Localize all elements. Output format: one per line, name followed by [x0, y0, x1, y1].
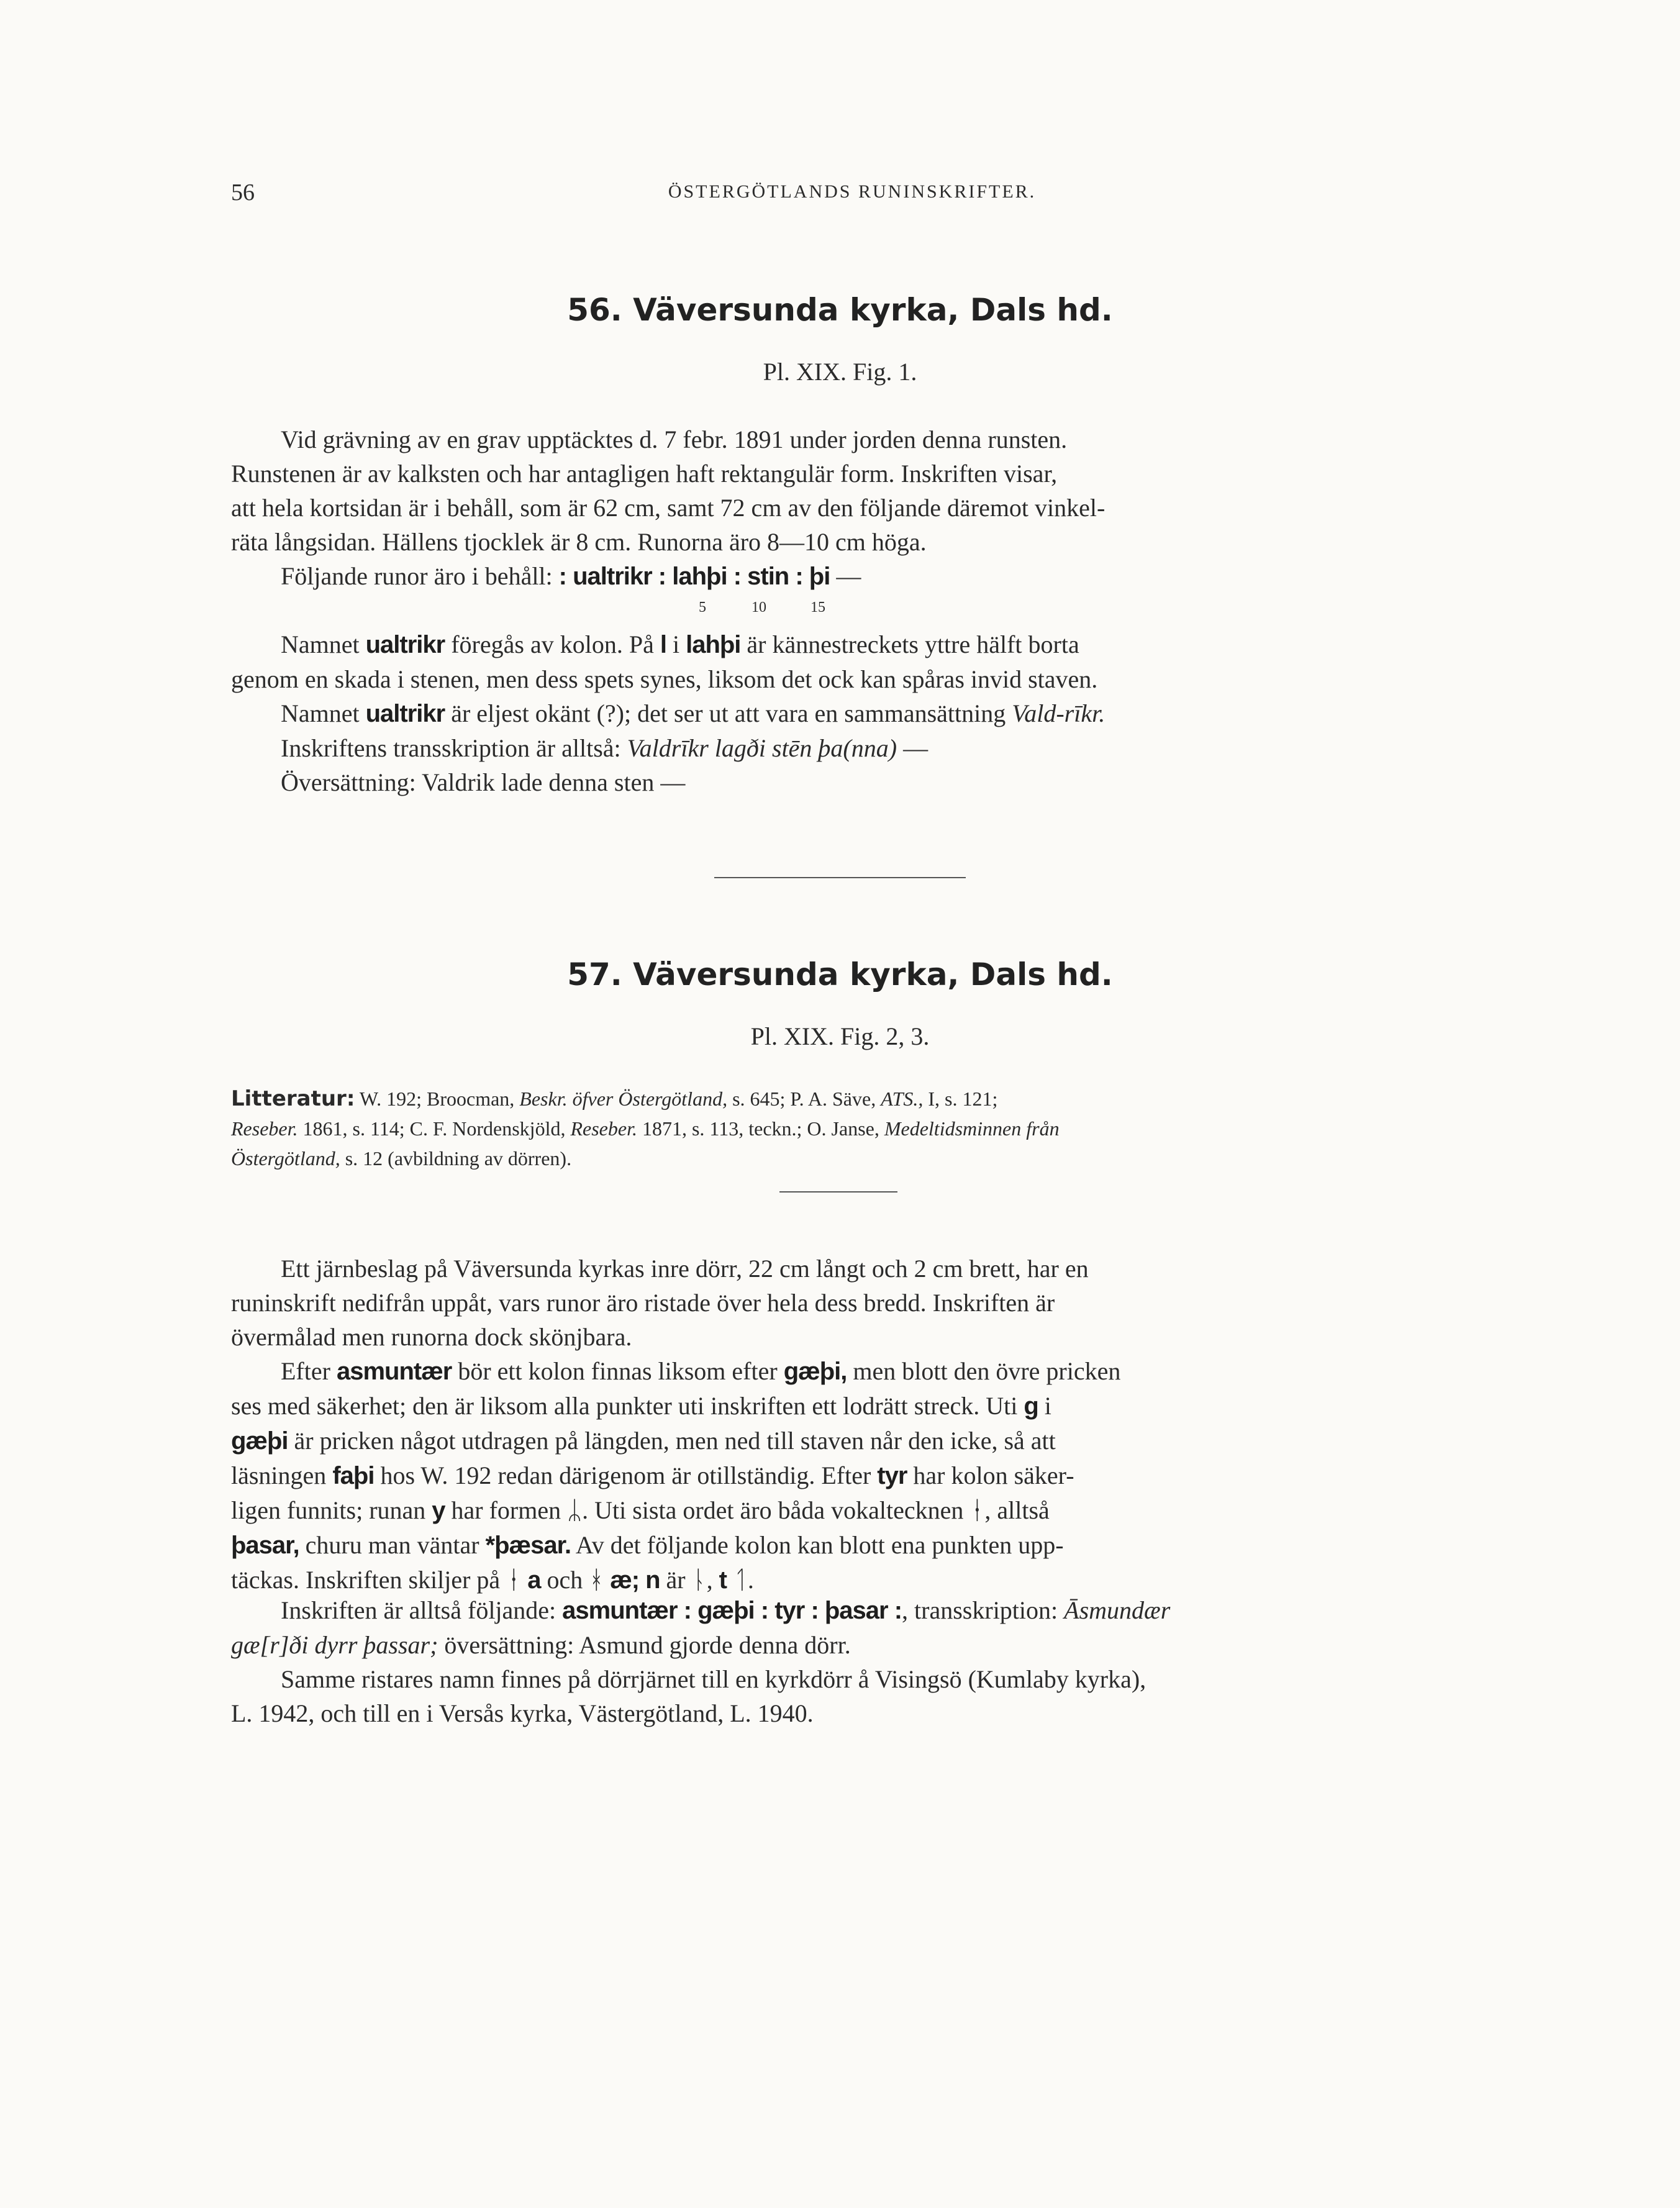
italic-run: Āsmundær	[1064, 1596, 1171, 1624]
text-run: Efter	[281, 1357, 337, 1385]
text-line	[231, 1354, 1452, 1389]
text-line	[231, 627, 1452, 662]
text-line	[231, 1084, 1452, 1114]
rune-glyph: ᚿ,	[691, 1566, 713, 1594]
italic-run: Östergötland,	[231, 1147, 340, 1170]
text-run: —	[897, 734, 929, 762]
literature-references	[231, 1084, 1452, 1173]
entry-57-title: 57. Väversunda kyrka, Dals hd.	[567, 956, 1113, 993]
rune-word: l	[660, 631, 666, 658]
italic-run: Beskr. öfver Östergötland,	[519, 1088, 728, 1110]
text-run: , transskription:	[902, 1596, 1065, 1624]
page-number: 56	[231, 179, 255, 206]
text-run: s. 12 (avbildning av dörren).	[340, 1147, 572, 1170]
text-run: täckas. Inskriften skiljer på	[231, 1566, 507, 1594]
text-run: churu man väntar	[299, 1531, 486, 1559]
section-divider	[714, 877, 966, 878]
rune-count-10: 10	[751, 599, 766, 616]
text-run: Uti sista ordet äro båda vokaltecknen	[588, 1496, 970, 1524]
rune-glyph: ᚼ	[589, 1566, 604, 1594]
rune-word: y	[432, 1497, 445, 1524]
entry-57-paragraph-3	[231, 1593, 1452, 1730]
text-line: L. 1942, och till en i Versås kyrka, Västergötland, L. 1940.	[231, 1699, 814, 1727]
text-run: föregås av kolon. På	[445, 630, 660, 658]
italic-run: gæ[r]ði dyrr þassar;	[231, 1631, 438, 1659]
italic-run: Vald-rīkr.	[1012, 699, 1106, 727]
text-run: Namnet	[281, 630, 366, 658]
text-line: Vid grävning av en grav upptäcktes d. 7 febr. 1891 under jorden denna runsten.	[281, 425, 1068, 453]
entry-57-paragraph-1	[231, 1252, 1452, 1354]
text-run: s. 645; P. A. Säve,	[727, 1088, 881, 1110]
rune-word: faþi	[332, 1462, 375, 1489]
text-line: räta långsidan. Hällens tjocklek är 8 cm. Runorna äro 8—10 cm höga.	[231, 528, 927, 556]
text-line	[231, 1493, 1452, 1528]
text-run: Inskriften är alltså följande:	[281, 1596, 563, 1624]
text-run: ses med säkerhet; den är liksom alla punkter uti inskriften ett lodrätt streck. Uti	[231, 1392, 1024, 1420]
text-run: har formen	[445, 1496, 568, 1524]
text-line: runinskrift nedifrån uppåt, vars runor äro ristade över hela dess bredd. Inskriften är	[231, 1289, 1055, 1317]
text-line	[231, 1528, 1452, 1563]
rune-glyph: ᚽ,	[969, 1496, 991, 1524]
rune-word: gæþi,	[783, 1358, 847, 1385]
rune-word: a	[527, 1566, 541, 1594]
text-run: Namnet	[281, 699, 366, 727]
text-line: Översättning: Valdrik lade denna sten —	[281, 768, 686, 796]
entry-56-paragraph-1	[231, 422, 1452, 559]
text-run: i	[666, 630, 686, 658]
rune-word: g	[1024, 1392, 1038, 1420]
entry-56-paragraph-3	[231, 627, 1452, 799]
text-line: genom en skada i stenen, men dess spets synes, liksom det ock kan spåras invid staven.	[231, 665, 1098, 693]
entry-57-plate: Pl. XIX. Fig. 2, 3.	[750, 1022, 930, 1050]
text-run: bör ett kolon finnas liksom efter	[452, 1357, 784, 1385]
rune-word: t	[719, 1566, 727, 1594]
rune-word: æ;	[610, 1566, 640, 1594]
text-run: är kännestreckets yttre hälft borta	[740, 630, 1079, 658]
entry-56-plate: Pl. XIX. Fig. 1.	[763, 358, 917, 386]
text-run: 1871, s. 113, teckn.; O. Janse,	[637, 1117, 884, 1140]
italic-run: Reseber.	[570, 1117, 637, 1140]
text-run: —	[830, 562, 861, 590]
text-run: hos W. 192 redan därigenom är otillständig. Efter	[374, 1461, 878, 1489]
rune-transliteration: asmuntær : gæþi : tyr : þasar :	[562, 1597, 902, 1624]
rune-word: n	[645, 1566, 660, 1594]
text-line	[231, 1389, 1452, 1424]
text-line	[231, 1143, 1452, 1173]
text-line	[231, 731, 1452, 765]
text-line	[231, 1458, 1452, 1493]
text-line	[231, 1424, 1452, 1458]
rune-word: ualtrikr	[365, 700, 445, 727]
text-line: att hela kortsidan är i behåll, som är 62 cm, samt 72 cm av den följande däremot vinkel-	[231, 494, 1106, 522]
rune-word: asmuntær	[336, 1358, 452, 1385]
literature-divider	[779, 1191, 897, 1193]
text-line	[231, 696, 1452, 731]
rune-transliteration: : ualtrikr : lahþi : stin : þi	[558, 563, 830, 590]
entry-56-title: 56. Väversunda kyrka, Dals hd.	[567, 292, 1113, 328]
rune-glyph: ᚽ	[506, 1566, 522, 1594]
text-run: men blott den övre pricken	[847, 1357, 1121, 1385]
rune-count-5: 5	[699, 599, 706, 616]
text-run: Av det följande kolon kan blott ena punkten upp-	[571, 1531, 1064, 1559]
rune-word: lahþi	[686, 631, 741, 658]
literature-label: Litteratur:	[231, 1086, 355, 1111]
italic-run: Reseber.	[231, 1117, 298, 1140]
text-line: övermålad men runorna dock skönjbara.	[231, 1323, 632, 1351]
rune-word: þasar,	[231, 1532, 299, 1559]
text-run: och	[540, 1566, 589, 1594]
text-run: i	[1038, 1392, 1051, 1420]
text-run: är pricken något utdragen på längden, men ned till staven når den icke, så att	[288, 1427, 1056, 1455]
rune-word: *þæsar.	[485, 1532, 571, 1559]
text-run: I, s. 121;	[923, 1088, 998, 1110]
running-head	[231, 179, 1473, 216]
entry-57-paragraph-2	[231, 1354, 1452, 1597]
text-run: läsningen	[231, 1461, 333, 1489]
text-line	[231, 1114, 1452, 1143]
text-run: ligen funnits; runan	[231, 1496, 432, 1524]
text-line	[231, 559, 1452, 594]
italic-run: ATS.,	[881, 1088, 924, 1110]
text-line: Runstenen är av kalksten och har antagligen haft rektangulär form. Inskriften visar,	[231, 460, 1058, 488]
text-run: alltså	[991, 1496, 1050, 1524]
rune-word: tyr	[877, 1462, 907, 1489]
text-run: 1861, s. 114; C. F. Nordenskjöld,	[297, 1117, 571, 1140]
rune-count-markers	[699, 599, 873, 618]
text-run: är eljest okänt (?); det ser ut att vara en sammansättning	[445, 699, 1012, 727]
italic-run: Valdrīkr lagði stēn þa(nna)	[627, 734, 897, 762]
text-run: översättning: Asmund gjorde denna dörr.	[438, 1631, 851, 1659]
italic-run: Medeltidsminnen från	[884, 1117, 1060, 1140]
text-line	[231, 1628, 1452, 1662]
rune-glyph: ᛐ.	[732, 1566, 754, 1594]
running-title: ÖSTERGÖTLANDS RUNINSKRIFTER.	[668, 181, 1037, 202]
rune-glyph: ᛦ.	[567, 1496, 589, 1524]
text-run: Följande runor äro i behåll:	[281, 562, 559, 590]
text-line: Ett järnbeslag på Väversunda kyrkas inre dörr, 22 cm långt och 2 cm brett, har en	[281, 1255, 1089, 1283]
rune-count-15: 15	[810, 599, 825, 616]
text-run: W. 192; Broocman,	[355, 1088, 520, 1110]
rune-word: ualtrikr	[365, 631, 445, 658]
text-line	[231, 1593, 1452, 1628]
text-run: är	[660, 1566, 692, 1594]
entry-56-runes-paragraph	[231, 559, 1452, 594]
text-line	[231, 1563, 1452, 1597]
text-run: Inskriftens transskription är alltså:	[281, 734, 627, 762]
text-line: Samme ristares namn finnes på dörrjärnet till en kyrkdörr å Visingsö (Kumlaby kyrka),	[281, 1665, 1146, 1693]
rune-word: gæþi	[231, 1427, 288, 1455]
text-run: har kolon säker-	[907, 1461, 1074, 1489]
